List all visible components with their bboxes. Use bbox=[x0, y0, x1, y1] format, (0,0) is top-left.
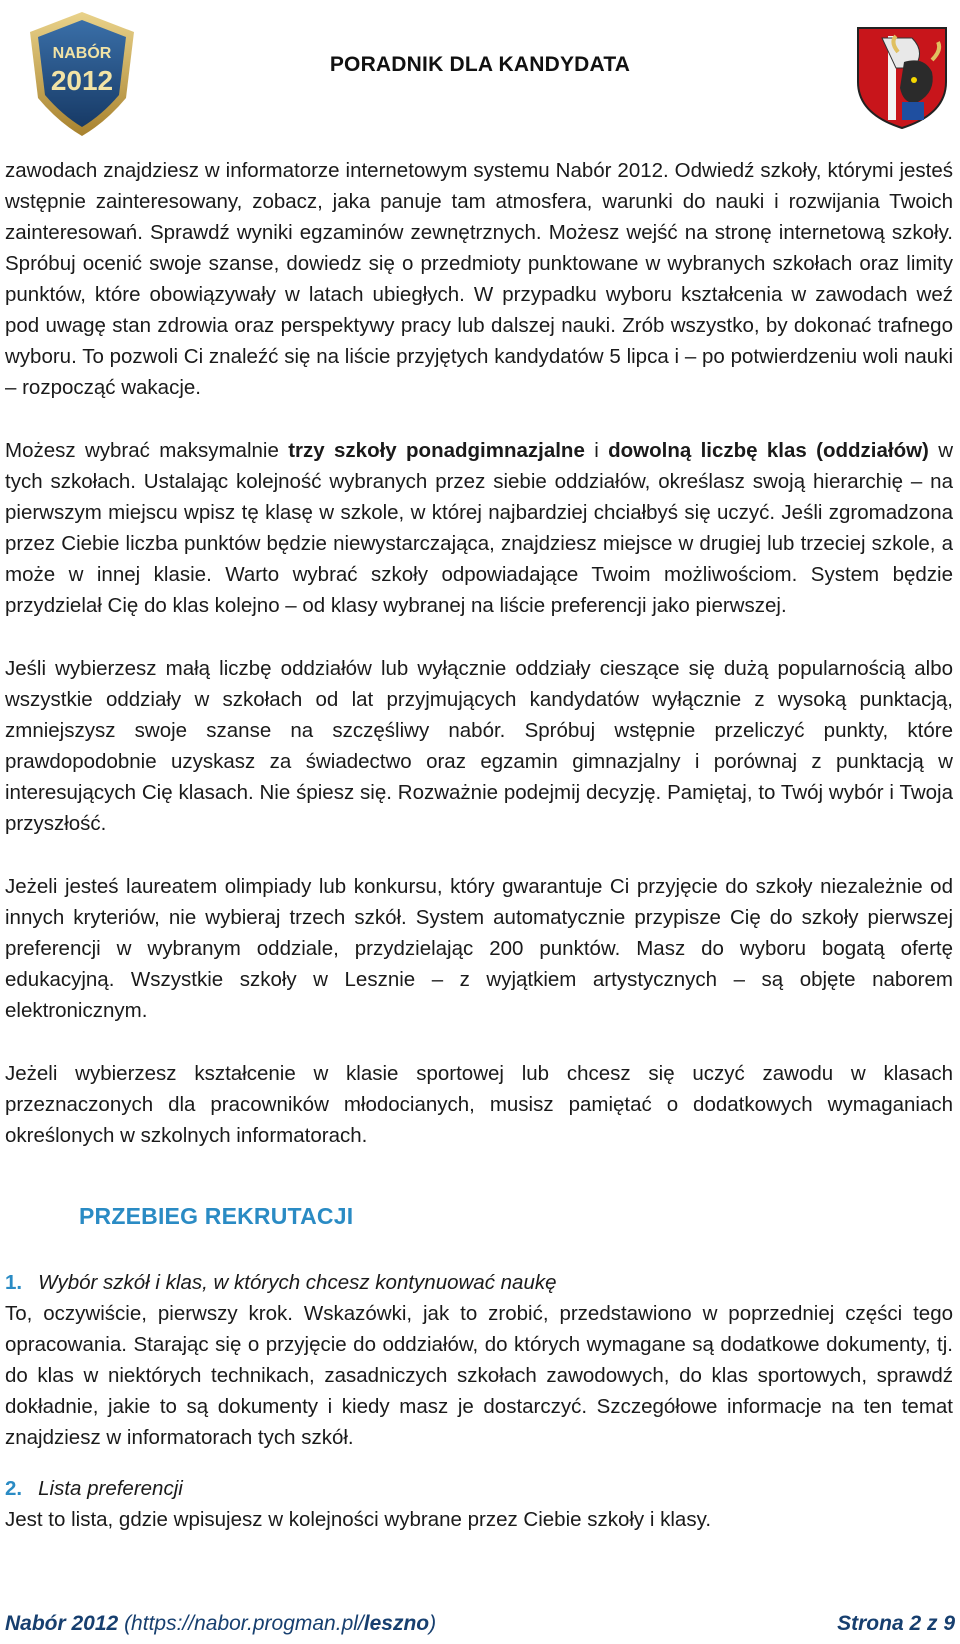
paragraph-laureate: Jeżeli jesteś laureatem olimpiady lub konkursu, który gwarantuje Ci przyjęcie do szkoły niezależnie od innych kryteriów, nie wybieraj trzech szkół. System automatycznie przypisze Cię do szkoły pierwszej preferencji w wybranym oddziale, przydzielając 200 punktów. Masz do wyboru bogatą ofertę edukacyjną. Wszystkie szkoły w Lesznie – z wyjątkiem artystycznych – są objęte naborem elektronicznym. bbox=[5, 875, 953, 1022]
footer-source bbox=[5, 1612, 436, 1636]
paragraph-warning: Jeśli wybierzesz małą liczbę oddziałów lub wyłącznie oddziały cieszące się dużą popularnością albo wszystkie oddziały w szkołach od lat przyjmujących kandydatów wyłącznie z wysoką punktacją, zmniejszysz swoje szanse na szczęśliwy nabór. Spróbuj wstępnie przeliczyć punkty, które prawdopodobnie uzyskasz za świadectwo oraz egzamin gimnazjalny i porównaj z punktacją w interesujących Cię klasach. Nie śpiesz się. Rozważnie podejmij decyzję. Pamiętaj, to Twój wybór i Twoja przyszłość. bbox=[5, 657, 953, 835]
paragraph-sports: Jeżeli wybierzesz kształcenie w klasie sportowej lub chcesz się uczyć zawodu w klasach przeznaczonych dla pracowników młodocianych, musisz pamiętać o dodatkowych wymaganiach określonych w szkolnych informatorach. bbox=[5, 1062, 953, 1147]
page-header bbox=[0, 0, 960, 150]
paragraph-choice-text: w tych szkołach. Ustalając kolejność wybranych przez siebie oddziałów, określasz swoją hierarchię – na pierwszym miejscu wpisz tę klasę w szkole, w której najbardziej chciałbyś się uczyć. Jeśli zgromadzona przez Ciebie liczba punktów będzie niewystarczająca, znajdziesz miejsce w drugiej lub trzeciej szkole, a może w innej klasie. Warto wybrać szkoły odpowiadające Twoim możliwościom. System będzie przydzielał Cię do klas kolejno – od klasy wybranej na liście preferencji jako pierwszej. bbox=[5, 439, 954, 617]
footer-url-city: leszno bbox=[363, 1612, 430, 1635]
page-number: Strona 2 z 9 bbox=[837, 1612, 955, 1635]
paragraph-choice-text: Możesz wybrać maksymalnie bbox=[5, 439, 289, 462]
step-number: 1. bbox=[5, 1271, 23, 1294]
header-title: PORADNIK DLA KANDYDATA bbox=[329, 53, 631, 76]
paragraph-choice-text: i bbox=[584, 439, 609, 462]
svg-text:2012: 2012 bbox=[50, 65, 114, 96]
footer-url-text: (https://nabor.progman.pl/ bbox=[118, 1612, 364, 1635]
step-text: To, oczywiście, pierwszy krok. Wskazówki, jak to zrobić, przedstawiono w poprzedniej części tego opracowania. Starając się o przyjęcie do oddziałów, do których wymagane są dodatkowe dokumenty, tj. do klas w niektórych technikach, zasadniczych szkołach zawodowych, do klas sportowych, sprawdź dokładnie, jakie to są dokumenty i kiedy masz je dostarczyć. Szczegółowe informacje na ten temat znajdziesz w informatorach tych szkół. bbox=[5, 1302, 953, 1449]
paragraph-intro: zawodach znajdziesz w informatorze internetowym systemu Nabór 2012. Odwiedź szkoły, którymi jesteś wstępnie zainteresowany, zobacz, jaka panuje tam atmosfera, warunki do nauki i rozwijania Twoich zainteresowań. Sprawdź wyniki egzaminów zewnętrznych. Możesz wejść na stronę internetową szkoły. Spróbuj ocenić swoje szanse, dowiedz się o przedmioty punktowane w wybranych szkołach oraz limity punktów, które obowiązywały w latach ubiegłych. W przypadku wyboru kształcenia w zawodach weź pod uwagę stan zdrowia oraz perspektywy pracy lub dalszej nauki. Zrób wszystko, by dokonać trafnego wyboru. To pozwoli Ci znaleźć się na liście przyjętych kandydatów 5 lipca i – po potwierdzeniu woli nauki – rozpocząć wakacje. bbox=[5, 159, 953, 399]
step-number: 2. bbox=[5, 1477, 23, 1500]
step-title: Lista preferencji bbox=[38, 1477, 183, 1500]
paragraph-choice bbox=[5, 435, 953, 621]
section-heading: PRZEBIEG REKRUTACJI bbox=[79, 1203, 354, 1229]
page-body bbox=[5, 155, 953, 1535]
step-heading bbox=[5, 1473, 953, 1504]
step-heading bbox=[5, 1267, 953, 1298]
svg-text:NABÓR: NABÓR bbox=[52, 45, 112, 62]
emphasis-three-schools: trzy szkoły ponadgimnazjalne bbox=[288, 439, 585, 462]
emphasis-any-classes: dowolną liczbę klas (oddziałów) bbox=[608, 439, 929, 462]
step-text: Jest to lista, gdzie wpisujesz w kolejności wybrane przez Ciebie szkoły i klasy. bbox=[5, 1508, 712, 1531]
step-title: Wybór szkół i klas, w których chcesz kontynuować naukę bbox=[38, 1271, 557, 1294]
footer-brand: Nabór 2012 bbox=[5, 1612, 119, 1635]
city-coat-of-arms-icon bbox=[852, 22, 952, 132]
footer-url-text: ) bbox=[429, 1612, 437, 1635]
